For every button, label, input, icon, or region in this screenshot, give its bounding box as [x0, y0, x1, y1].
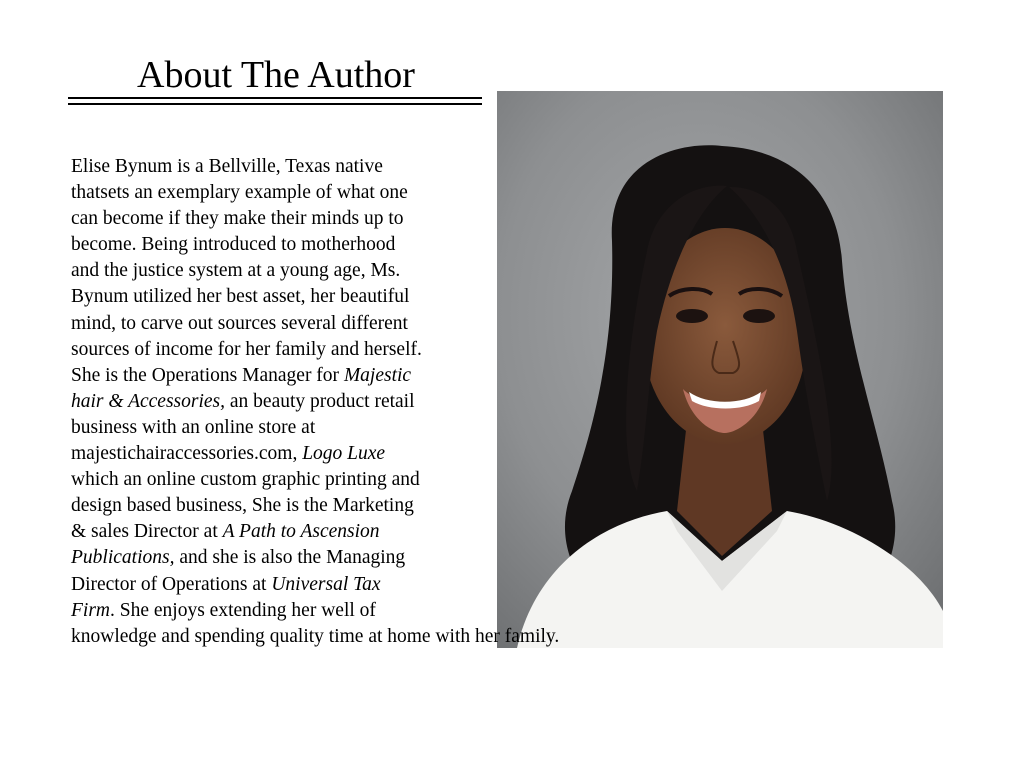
bio-line	[71, 572, 559, 598]
page-title: About The Author	[137, 54, 415, 96]
bio-line	[71, 598, 559, 624]
bio-line	[71, 154, 559, 180]
bio-text: Elise Bynum is a Bellville, Texas native	[71, 156, 383, 177]
bio-text: and she is also the Managing	[174, 547, 406, 569]
bio-line	[71, 284, 559, 310]
bio-text: sources of income for her family and herself.	[71, 338, 422, 360]
bio-line	[71, 180, 559, 206]
bio-line	[71, 545, 559, 571]
bio-italic-text: Universal Tax	[271, 573, 381, 595]
author-portrait-icon	[497, 91, 943, 648]
bio-italic-text: A Path to Ascension	[222, 521, 380, 543]
bio-italic-text: hair & Accessories,	[71, 390, 226, 412]
bio-line	[71, 206, 559, 232]
bio-italic-text: Publications,	[71, 547, 175, 569]
bio-italic-text: Majestic	[343, 364, 412, 386]
bio-text: Director of Operations at	[71, 573, 272, 595]
bio-line	[71, 311, 559, 337]
bio-text: become. Being introduced to motherhood	[71, 234, 396, 256]
bio-line	[71, 624, 559, 650]
bio-text: knowledge and spending quality time at home with her family.	[71, 625, 560, 647]
bio-line	[71, 415, 559, 441]
bio-text: can become if they make their minds up to	[71, 208, 404, 230]
bio-text: an beauty product retail	[225, 390, 415, 412]
bio-line	[71, 519, 559, 545]
bio-line	[71, 389, 559, 415]
bio-line	[71, 467, 559, 493]
title-underline-bottom	[68, 103, 482, 105]
bio-line	[71, 441, 559, 467]
bio-line	[71, 493, 559, 519]
bio-text: which an online custom graphic printing and	[71, 469, 420, 491]
bio-italic-text: Logo Luxe	[302, 443, 386, 465]
bio-text: . She enjoys extending her well of	[110, 599, 376, 621]
bio-line	[71, 337, 559, 363]
bio-text: majestichairaccessories.com,	[71, 443, 303, 465]
bio-text: business with an online store at	[71, 416, 316, 438]
bio-text: and the justice system at a young age, Ms.	[71, 260, 401, 282]
bio-text: thatsets an exemplary example of what one	[71, 182, 408, 204]
title-underline-top	[68, 97, 482, 99]
bio-text: & sales Director at	[71, 521, 223, 543]
bio-text: mind, to carve out sources several different	[71, 312, 408, 334]
author-bio	[71, 154, 559, 650]
bio-italic-text: Firm	[71, 599, 110, 621]
bio-text: Bynum utilized her best asset, her beautiful	[71, 286, 410, 308]
bio-line	[71, 363, 559, 389]
bio-text: design based business, She is the Marketing	[71, 495, 414, 517]
bio-text: She is the Operations Manager for	[71, 364, 344, 386]
bio-line	[71, 258, 559, 284]
bio-line	[71, 232, 559, 258]
